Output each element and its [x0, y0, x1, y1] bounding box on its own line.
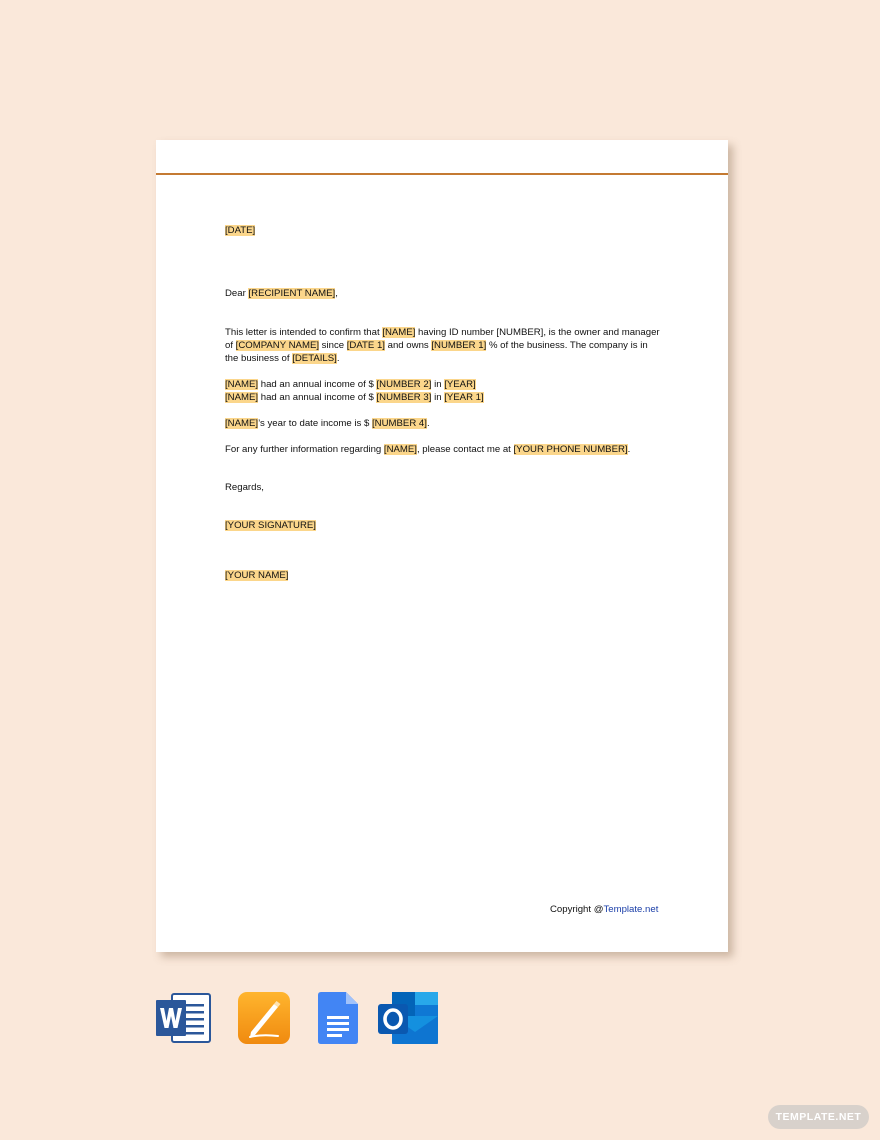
outlook-icon[interactable]: [378, 992, 440, 1044]
name-placeholder: [NAME]: [225, 418, 259, 429]
contact-line: [225, 443, 661, 456]
name-placeholder: [NAME]: [382, 327, 416, 338]
income-line-2: [225, 391, 661, 404]
your-name-placeholder: [YOUR NAME]: [225, 570, 289, 581]
date1-placeholder: [DATE 1]: [346, 340, 385, 351]
year1-placeholder: [YEAR 1]: [444, 392, 484, 403]
name-placeholder: [NAME]: [225, 379, 259, 390]
template-net-watermark: TEMPLATE.NET: [768, 1105, 869, 1129]
word-icon[interactable]: [156, 992, 212, 1044]
name-placeholder: [NAME]: [383, 444, 417, 455]
body-paragraph: [225, 326, 661, 365]
body-text: % of the business. The company is in the business of: [225, 340, 648, 364]
copyright-notice: [550, 904, 658, 915]
body-text: had an annual income of $: [258, 379, 377, 390]
recipient-placeholder: [RECIPIENT NAME]: [248, 288, 336, 299]
date-line: [225, 224, 661, 237]
body-text: in: [431, 392, 445, 403]
body-text: , please contact me at: [416, 444, 514, 455]
signature-line: [225, 519, 661, 532]
closing: Regards,: [225, 482, 264, 493]
body-text: For any further information regarding: [225, 444, 384, 455]
body-text: since: [319, 340, 347, 351]
salutation-suffix: ,: [335, 288, 338, 299]
body-text: in: [431, 379, 445, 390]
salutation: [225, 287, 661, 300]
number3-placeholder: [NUMBER 3]: [376, 392, 432, 403]
salutation-prefix: Dear: [225, 288, 249, 299]
number2-placeholder: [NUMBER 2]: [376, 379, 432, 390]
body-text: This letter is intended to confirm that: [225, 327, 383, 338]
body-text: and owns: [384, 340, 432, 351]
date-placeholder: [DATE]: [225, 225, 256, 236]
income-lines: [225, 378, 661, 404]
body-text: had an annual income of $: [258, 392, 377, 403]
body-text: having ID number [NUMBER], is the owner and manager of: [225, 327, 660, 351]
ytd-line: [225, 417, 661, 430]
number4-placeholder: [NUMBER 4]: [372, 418, 427, 429]
body-text: .: [336, 353, 340, 364]
year-placeholder: [YEAR]: [444, 379, 476, 390]
body-text: .: [426, 418, 430, 429]
body-text: .: [627, 444, 631, 455]
header-rule: [156, 173, 728, 175]
company-placeholder: [COMPANY NAME]: [235, 340, 320, 351]
sender-name-line: [225, 569, 661, 582]
number1-placeholder: [NUMBER 1]: [431, 340, 487, 351]
name-placeholder: [NAME]: [225, 392, 259, 403]
letter-page: [156, 140, 728, 952]
signature-placeholder: [YOUR SIGNATURE]: [225, 520, 316, 531]
details-placeholder: [DETAILS]: [292, 353, 337, 364]
pages-icon[interactable]: [238, 992, 290, 1044]
phone-placeholder: [YOUR PHONE NUMBER]: [513, 444, 628, 455]
copyright-text: Copyright @: [550, 904, 604, 915]
template-net-link[interactable]: Template.net: [603, 904, 659, 915]
google-docs-icon[interactable]: [318, 992, 358, 1044]
income-line-1: [225, 378, 661, 391]
body-text: ’s year to date income is $: [258, 418, 373, 429]
